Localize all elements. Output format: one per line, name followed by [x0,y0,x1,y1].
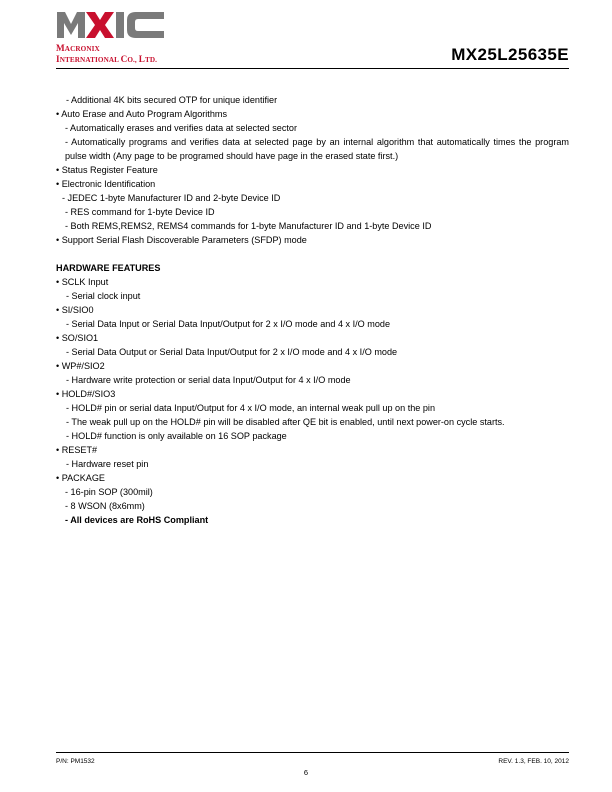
hardware-line: - HOLD# pin or serial data Input/Output for 4 x I/O mode, an internal weak pull up on the pin [66,403,436,413]
hardware-line: - Hardware write protection or serial data Input/Output for 4 x I/O mode [66,375,351,385]
hardware-line: - 16-pin SOP (300mil) [65,487,153,497]
feature-line: - JEDEC 1-byte Manufacturer ID and 2-byte Device ID [62,193,281,203]
hardware-line: - Serial Data Input or Serial Data Input/Output for 2 x I/O mode and 4 x I/O mode [66,319,391,329]
feature-bullet: • Auto Erase and Auto Program Algorithms [56,109,228,119]
feature-line: - Additional 4K bits secured OTP for unique identifier [66,95,278,105]
footer-divider [56,752,569,753]
hardware-bullet: • SO/SIO1 [56,333,99,343]
feature-line: - Both REMS,REMS2, REMS4 commands for 1-byte Manufacturer ID and 1-byte Device ID [65,221,432,231]
logo-letter-i [116,12,124,38]
logo-letter-x [86,12,114,38]
hardware-bullet: • HOLD#/SIO3 [56,389,116,399]
company-name-line-1: MACRONIX [56,43,100,53]
feature-line: - Automatically erases and verifies data at selected sector [65,123,298,133]
mxic-logo [56,10,166,40]
mxic-logo-mark [56,10,166,40]
footer-part-reference: P/N: PM1532 [56,758,95,765]
hardware-line: - HOLD# function is only available on 16 SOP package [66,431,287,441]
document-body [56,93,569,527]
hardware-line: - The weak pull up on the HOLD# pin will be disabled after QE bit is enabled, until next power-on cycle starts. [66,417,505,427]
company-name [56,43,157,65]
hardware-line: - Serial Data Output or Serial Data Input/Output for 2 x I/O mode and 4 x I/O mode [66,347,398,357]
part-number-title: MX25L25635E [451,45,569,64]
hardware-bullet: • SI/SIO0 [56,305,94,315]
company-name-line-2: INTERNATIONAL CO., LTD. [56,54,158,64]
page-number: 6 [303,768,309,777]
hardware-bullet: • PACKAGE [56,473,106,483]
hardware-bullet: • SCLK Input [56,277,109,287]
hardware-bullet: • WP#/SIO2 [56,361,105,371]
header-divider [56,68,569,69]
feature-bullet: • Status Register Feature [56,165,158,175]
section-heading-hardware-features: HARDWARE FEATURES [56,263,161,273]
footer-revision: REV. 1.3, FEB. 10, 2012 [498,758,569,765]
section-spacer [56,247,569,261]
logo-letter-m [57,12,85,38]
logo-letter-c [127,12,164,38]
hardware-bullet: • RESET# [56,445,98,455]
feature-bullet: • Support Serial Flash Discoverable Parameters (SFDP) mode [56,235,307,245]
feature-bullet: • Electronic Identification [56,179,156,189]
feature-line-wrapped: - Automatically programs and verifies data at selected page by an internal algorithm that automatically times the program pulse width (Any page to be programed should have page in the erased state first.) [65,137,569,161]
hardware-line: - Serial clock input [66,291,141,301]
rohs-compliance-note: - All devices are RoHS Compliant [65,515,209,525]
hardware-line: - Hardware reset pin [66,459,149,469]
hardware-line: - 8 WSON (8x6mm) [65,501,145,511]
feature-line: - RES command for 1-byte Device ID [65,207,215,217]
